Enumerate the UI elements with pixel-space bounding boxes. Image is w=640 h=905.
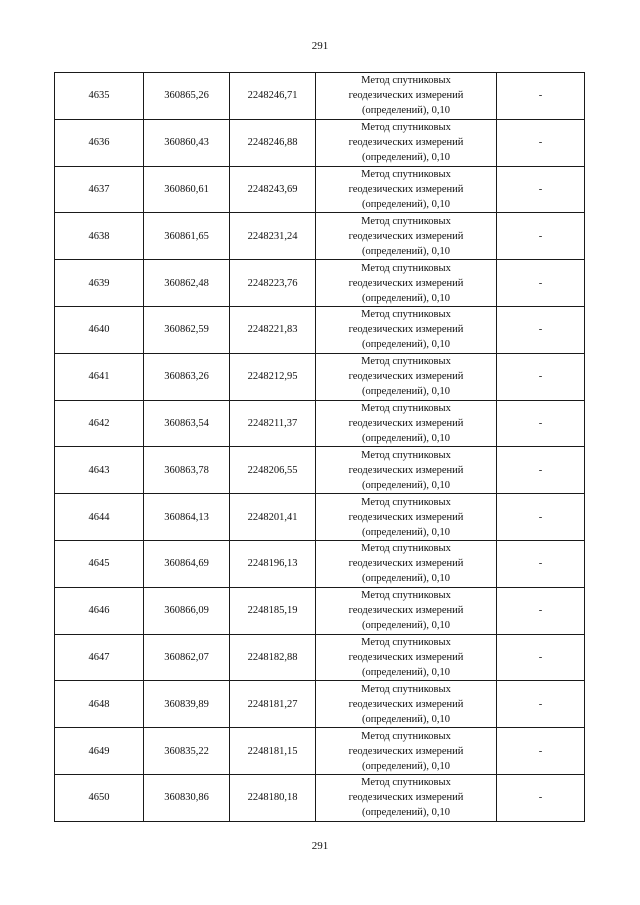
coordinate-y-cell: 2248246,88 [230,119,316,166]
coordinate-x-cell: 360866,09 [144,587,230,634]
method-line: (определений), 0,10 [361,386,451,398]
method-cell [316,728,497,775]
method-line: (определений), 0,10 [361,105,451,117]
method-line: геодезических измерений [348,137,464,149]
table-row [55,119,585,166]
table-row [55,447,585,494]
method-line: (определений), 0,10 [361,666,451,678]
method-line: (определений), 0,10 [361,479,451,491]
point-number-cell: 4642 [55,400,144,447]
point-number-cell: 4644 [55,494,144,541]
page-number-bottom: 291 [311,840,329,852]
method-line: Метод спутниковых [361,777,451,789]
description-cell: - [497,540,585,587]
method-cell [316,119,497,166]
table-row [55,681,585,728]
table-row [55,634,585,681]
method-line: (определений), 0,10 [361,339,451,351]
coordinate-y-cell: 2248223,76 [230,260,316,307]
table-row [55,587,585,634]
coordinate-x-cell: 360863,78 [144,447,230,494]
method-cell [316,353,497,400]
coordinate-x-cell: 360839,89 [144,681,230,728]
method-line: (определений), 0,10 [361,526,451,538]
method-line: Метод спутниковых [361,262,451,274]
point-number-cell: 4635 [55,73,144,120]
method-cell [316,306,497,353]
method-cell [316,587,497,634]
method-line: геодезических измерений [348,90,464,102]
method-line: геодезических измерений [348,324,464,336]
point-number-cell: 4643 [55,447,144,494]
coordinate-x-cell: 360860,43 [144,119,230,166]
method-line: (определений), 0,10 [361,760,451,772]
method-cell [316,73,497,120]
method-line: Метод спутниковых [361,730,451,742]
method-line: геодезических измерений [348,417,464,429]
point-number-cell: 4636 [55,119,144,166]
table-row [55,540,585,587]
method-line: Метод спутниковых [361,496,451,508]
coordinates-table [54,72,585,822]
method-cell [316,213,497,260]
point-number-cell: 4647 [55,634,144,681]
method-line: геодезических измерений [348,230,464,242]
coordinate-x-cell: 360830,86 [144,774,230,821]
method-line: геодезических измерений [348,371,464,383]
point-number-cell: 4640 [55,306,144,353]
coordinate-x-cell: 360860,61 [144,166,230,213]
coordinate-y-cell: 2248246,71 [230,73,316,120]
method-line: (определений), 0,10 [361,807,451,819]
method-cell [316,260,497,307]
method-line: Метод спутниковых [361,356,451,368]
coordinate-y-cell: 2248221,83 [230,306,316,353]
coordinate-y-cell: 2248196,13 [230,540,316,587]
method-line: геодезических измерений [348,792,464,804]
method-line: (определений), 0,10 [361,432,451,444]
description-cell: - [497,260,585,307]
point-number-cell: 4649 [55,728,144,775]
method-line: Метод спутниковых [361,543,451,555]
coordinate-y-cell: 2248180,18 [230,774,316,821]
method-line: геодезических измерений [348,745,464,757]
description-cell: - [497,166,585,213]
point-number-cell: 4645 [55,540,144,587]
coordinate-y-cell: 2248181,15 [230,728,316,775]
coordinate-x-cell: 360864,69 [144,540,230,587]
coordinate-x-cell: 360862,48 [144,260,230,307]
table-row [55,213,585,260]
coordinate-x-cell: 360864,13 [144,494,230,541]
point-number-cell: 4637 [55,166,144,213]
coordinate-y-cell: 2248211,37 [230,400,316,447]
coordinate-x-cell: 360861,65 [144,213,230,260]
method-line: (определений), 0,10 [361,152,451,164]
method-cell [316,447,497,494]
method-line: Метод спутниковых [361,309,451,321]
description-cell: - [497,119,585,166]
table-row [55,166,585,213]
coordinate-y-cell: 2248185,19 [230,587,316,634]
method-line: (определений), 0,10 [361,713,451,725]
method-cell [316,400,497,447]
method-line: Метод спутниковых [361,636,451,648]
method-line: геодезических измерений [348,698,464,710]
table-row [55,306,585,353]
description-cell: - [497,447,585,494]
method-line: Метод спутниковых [361,590,451,602]
method-line: геодезических измерений [348,511,464,523]
coordinate-y-cell: 2248212,95 [230,353,316,400]
description-cell: - [497,774,585,821]
point-number-cell: 4646 [55,587,144,634]
method-line: Метод спутниковых [361,122,451,134]
method-line: Метод спутниковых [361,215,451,227]
table-row [55,774,585,821]
description-cell: - [497,728,585,775]
method-line: геодезических измерений [348,183,464,195]
table-row [55,494,585,541]
table-row [55,260,585,307]
method-line: (определений), 0,10 [361,620,451,632]
method-line: геодезических измерений [348,464,464,476]
point-number-cell: 4639 [55,260,144,307]
description-cell: - [497,494,585,541]
point-number-cell: 4650 [55,774,144,821]
coordinate-y-cell: 2248201,41 [230,494,316,541]
table-row [55,73,585,120]
method-cell [316,634,497,681]
method-cell [316,774,497,821]
page-number-top: 291 [311,40,329,52]
coordinate-y-cell: 2248243,69 [230,166,316,213]
description-cell: - [497,306,585,353]
point-number-cell: 4641 [55,353,144,400]
description-cell: - [497,634,585,681]
method-line: геодезических измерений [348,277,464,289]
description-cell: - [497,73,585,120]
coordinate-y-cell: 2248182,88 [230,634,316,681]
description-cell: - [497,213,585,260]
coordinate-x-cell: 360865,26 [144,73,230,120]
table-row [55,353,585,400]
method-line: Метод спутниковых [361,168,451,180]
method-line: Метод спутниковых [361,683,451,695]
method-line: (определений), 0,10 [361,573,451,585]
method-cell [316,540,497,587]
table-row [55,728,585,775]
coordinate-y-cell: 2248181,27 [230,681,316,728]
method-line: (определений), 0,10 [361,198,451,210]
method-line: Метод спутниковых [361,449,451,461]
method-line: геодезических измерений [348,605,464,617]
coordinate-x-cell: 360862,07 [144,634,230,681]
coordinate-x-cell: 360862,59 [144,306,230,353]
description-cell: - [497,353,585,400]
coordinate-y-cell: 2248231,24 [230,213,316,260]
table-row [55,400,585,447]
coordinate-x-cell: 360863,26 [144,353,230,400]
description-cell: - [497,587,585,634]
method-line: (определений), 0,10 [361,292,451,304]
coordinate-x-cell: 360863,54 [144,400,230,447]
method-line: геодезических измерений [348,558,464,570]
description-cell: - [497,681,585,728]
method-line: геодезических измерений [348,651,464,663]
method-cell [316,681,497,728]
point-number-cell: 4638 [55,213,144,260]
method-line: Метод спутниковых [361,75,451,87]
description-cell: - [497,400,585,447]
method-cell [316,494,497,541]
method-cell [316,166,497,213]
coordinate-x-cell: 360835,22 [144,728,230,775]
coordinate-y-cell: 2248206,55 [230,447,316,494]
method-line: Метод спутниковых [361,402,451,414]
method-line: (определений), 0,10 [361,245,451,257]
coordinates-table-body [55,73,585,822]
point-number-cell: 4648 [55,681,144,728]
